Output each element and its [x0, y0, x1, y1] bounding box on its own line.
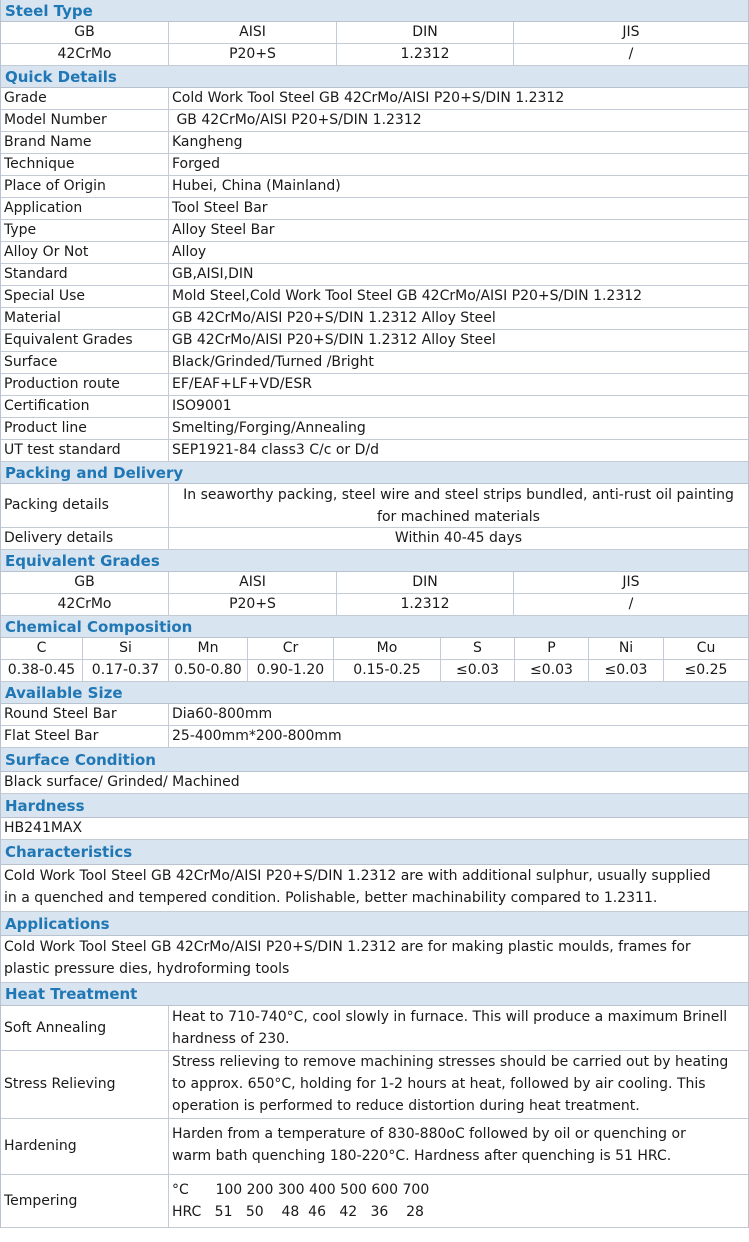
size-row: [1, 726, 748, 748]
grade-header-din: DIN: [337, 22, 514, 43]
value-si: 0.17-0.37: [83, 660, 169, 681]
detail-value: Black/Grinded/Turned /Bright: [172, 354, 374, 370]
surface-condition-row: [1, 772, 748, 794]
tempering-label: Tempering: [1, 1175, 169, 1227]
stress-relieving-line-1: Stress relieving to remove machining stresses should be carried out by heating: [172, 1054, 729, 1070]
detail-label: Equivalent Grades: [1, 330, 169, 351]
hardness-text: HB241MAX: [4, 820, 83, 836]
detail-row: [1, 220, 748, 242]
soft-annealing-line-2: hardness of 230.: [172, 1031, 290, 1047]
equiv-header-jis: JIS: [622, 574, 640, 590]
grade-header-jis: JIS: [622, 24, 640, 40]
detail-label: Place of Origin: [1, 176, 169, 197]
stress-relieving-line-2: to approx. 650°C, holding for 1-2 hours at heat, followed by air cooling. This: [172, 1076, 706, 1092]
tempering-temperature-line: °C 100 200 300 400 500 600 700: [172, 1182, 430, 1198]
element-cr: Cr: [248, 638, 334, 659]
tempering-hrc-line: HRC 51 50 48 46 42 36 28: [172, 1204, 424, 1220]
detail-row: [1, 132, 748, 154]
element-p: P: [515, 638, 589, 659]
detail-row: [1, 286, 748, 308]
value-ni: ≤0.03: [589, 660, 664, 681]
equiv-header-din: DIN: [337, 572, 514, 593]
detail-row: [1, 242, 748, 264]
value-cr: 0.90-1.20: [248, 660, 334, 681]
detail-value: Tool Steel Bar: [172, 200, 268, 216]
detail-row: [1, 330, 748, 352]
steel-type-header-row: [1, 22, 748, 44]
soft-annealing-label: Soft Annealing: [1, 1006, 169, 1050]
equiv-header-gb: GB: [1, 572, 169, 593]
element-cu: Cu: [696, 640, 716, 656]
packing-label: Packing details: [1, 484, 169, 527]
soft-annealing-row: [1, 1006, 748, 1051]
value-c: 0.38-0.45: [1, 660, 83, 681]
detail-label: Certification: [1, 396, 169, 417]
grade-value-gb: 42CrMo: [1, 44, 169, 65]
characteristics-line-1: Cold Work Tool Steel GB 42CrMo/AISI P20+S/DIN 1.2312 are with additional sulphur, usually supplied: [4, 868, 711, 884]
tempering-row: [1, 1175, 748, 1228]
detail-value: ISO9001: [172, 398, 232, 414]
element-mn: Mn: [169, 638, 248, 659]
equiv-value-din: 1.2312: [337, 594, 514, 615]
grade-value-jis: /: [628, 46, 634, 62]
equiv-value-gb: 42CrMo: [1, 594, 169, 615]
value-mo: 0.15-0.25: [334, 660, 441, 681]
size-value: Dia60-800mm: [172, 706, 273, 722]
size-label: Round Steel Bar: [1, 704, 169, 725]
detail-row: [1, 154, 748, 176]
detail-label: Product line: [1, 418, 169, 439]
surface-condition-text: Black surface/ Grinded/ Machined: [4, 774, 240, 790]
detail-label: Grade: [1, 88, 169, 109]
hardening-row: [1, 1119, 748, 1175]
element-si: Si: [83, 638, 169, 659]
detail-value: GB 42CrMo/AISI P20+S/DIN 1.2312: [172, 112, 422, 128]
size-value: 25-400mm*200-800mm: [172, 728, 342, 744]
equivalent-header-row: [1, 572, 748, 594]
detail-label: Model Number: [1, 110, 169, 131]
detail-value: Hubei, China (Mainland): [172, 178, 341, 194]
value-cu: ≤0.25: [684, 662, 728, 678]
detail-row: [1, 176, 748, 198]
element-s: S: [441, 638, 515, 659]
characteristics-line-2: in a quenched and tempered condition. Polishable, better machinability compared to 1.2311.: [4, 890, 658, 906]
detail-row: [1, 308, 748, 330]
detail-value: SEP1921-84 class3 C/c or D/d: [172, 442, 380, 458]
element-mo: Mo: [334, 638, 441, 659]
detail-label: Standard: [1, 264, 169, 285]
detail-value: EF/EAF+LF+VD/ESR: [172, 376, 312, 392]
soft-annealing-line-1: Heat to 710-740°C, cool slowly in furnace. This will produce a maximum Brinell: [172, 1009, 728, 1025]
detail-row: [1, 110, 748, 132]
equivalent-value-row: [1, 594, 748, 616]
hardness-row: [1, 818, 748, 840]
chemical-element-row: [1, 638, 748, 660]
available-size-header: Available Size: [1, 682, 748, 704]
detail-value: Alloy: [172, 244, 207, 260]
value-p: ≤0.03: [515, 660, 589, 681]
hardening-line-2: warm bath quenching 180-220°C. Hardness after quenching is 51 HRC.: [172, 1148, 672, 1164]
surface-condition-header: Surface Condition: [1, 748, 748, 772]
packing-delivery-header: Packing and Delivery: [1, 462, 748, 484]
grade-value-din: 1.2312: [337, 44, 514, 65]
hardening-label: Hardening: [1, 1119, 169, 1174]
detail-label: Brand Name: [1, 132, 169, 153]
detail-value: Smelting/Forging/Annealing: [172, 420, 366, 436]
detail-label: Surface: [1, 352, 169, 373]
steel-type-header: Steel Type: [1, 0, 748, 22]
detail-value: GB 42CrMo/AISI P20+S/DIN 1.2312 Alloy Steel: [172, 332, 496, 348]
packing-line-1: In seaworthy packing, steel wire and steel strips bundled, anti-rust oil painting: [183, 487, 734, 503]
hardness-header: Hardness: [1, 794, 748, 818]
delivery-row: [1, 528, 748, 550]
characteristics-text: [1, 865, 748, 912]
packing-line-2: for machined materials: [377, 509, 540, 525]
equiv-header-aisi: AISI: [169, 572, 337, 593]
detail-value: Mold Steel,Cold Work Tool Steel GB 42CrMo/AISI P20+S/DIN 1.2312: [172, 288, 643, 304]
equiv-value-aisi: P20+S: [169, 594, 337, 615]
delivery-label: Delivery details: [1, 528, 169, 549]
detail-row: [1, 198, 748, 220]
packing-row: [1, 484, 748, 528]
applications-text: [1, 936, 748, 983]
applications-line-2: plastic pressure dies, hydroforming tools: [4, 961, 290, 977]
soft-annealing-value: [169, 1006, 748, 1050]
value-s: ≤0.03: [441, 660, 515, 681]
detail-value: Kangheng: [172, 134, 243, 150]
grade-value-aisi: P20+S: [169, 44, 337, 65]
detail-label: Application: [1, 198, 169, 219]
detail-value: GB 42CrMo/AISI P20+S/DIN 1.2312 Alloy Steel: [172, 310, 496, 326]
equivalent-grades-header: Equivalent Grades: [1, 550, 748, 572]
detail-row: [1, 264, 748, 286]
heat-treatment-header: Heat Treatment: [1, 983, 748, 1006]
detail-label: UT test standard: [1, 440, 169, 461]
grade-header-aisi: AISI: [169, 22, 337, 43]
detail-value: Alloy Steel Bar: [172, 222, 275, 238]
detail-label: Type: [1, 220, 169, 241]
detail-row: [1, 374, 748, 396]
detail-row: [1, 418, 748, 440]
detail-label: Special Use: [1, 286, 169, 307]
quick-details-header: Quick Details: [1, 66, 748, 88]
stress-relieving-row: [1, 1051, 748, 1119]
stress-relieving-line-3: operation is performed to reduce distortion during heat treatment.: [172, 1098, 640, 1114]
detail-label: Alloy Or Not: [1, 242, 169, 263]
element-c: C: [1, 638, 83, 659]
packing-value: [169, 484, 748, 527]
applications-line-1: Cold Work Tool Steel GB 42CrMo/AISI P20+S/DIN 1.2312 are for making plastic moulds, frames for: [4, 939, 691, 955]
hardening-line-1: Harden from a temperature of 830-880oC followed by oil or quenching or: [172, 1126, 686, 1142]
detail-value: Forged: [172, 156, 221, 172]
stress-relieving-value: [169, 1051, 748, 1118]
applications-header: Applications: [1, 912, 748, 936]
detail-row: [1, 352, 748, 374]
element-ni: Ni: [589, 638, 664, 659]
detail-label: Production route: [1, 374, 169, 395]
characteristics-header: Characteristics: [1, 840, 748, 865]
hardening-value: [169, 1119, 748, 1174]
tempering-value: [169, 1175, 748, 1227]
stress-relieving-label: Stress Relieving: [1, 1051, 169, 1118]
value-mn: 0.50-0.80: [169, 660, 248, 681]
detail-value: Cold Work Tool Steel GB 42CrMo/AISI P20+S/DIN 1.2312: [172, 90, 565, 106]
equiv-value-jis: /: [628, 596, 634, 612]
chemical-composition-header: Chemical Composition: [1, 616, 748, 638]
chemical-value-row: [1, 660, 748, 682]
detail-label: Material: [1, 308, 169, 329]
size-row: [1, 704, 748, 726]
steel-type-value-row: [1, 44, 748, 66]
delivery-value: Within 40-45 days: [394, 530, 523, 546]
detail-row: [1, 396, 748, 418]
grade-header-gb: GB: [1, 22, 169, 43]
size-label: Flat Steel Bar: [1, 726, 169, 747]
detail-row: [1, 440, 748, 462]
detail-row: [1, 88, 748, 110]
detail-label: Technique: [1, 154, 169, 175]
detail-value: GB,AISI,DIN: [172, 266, 254, 282]
